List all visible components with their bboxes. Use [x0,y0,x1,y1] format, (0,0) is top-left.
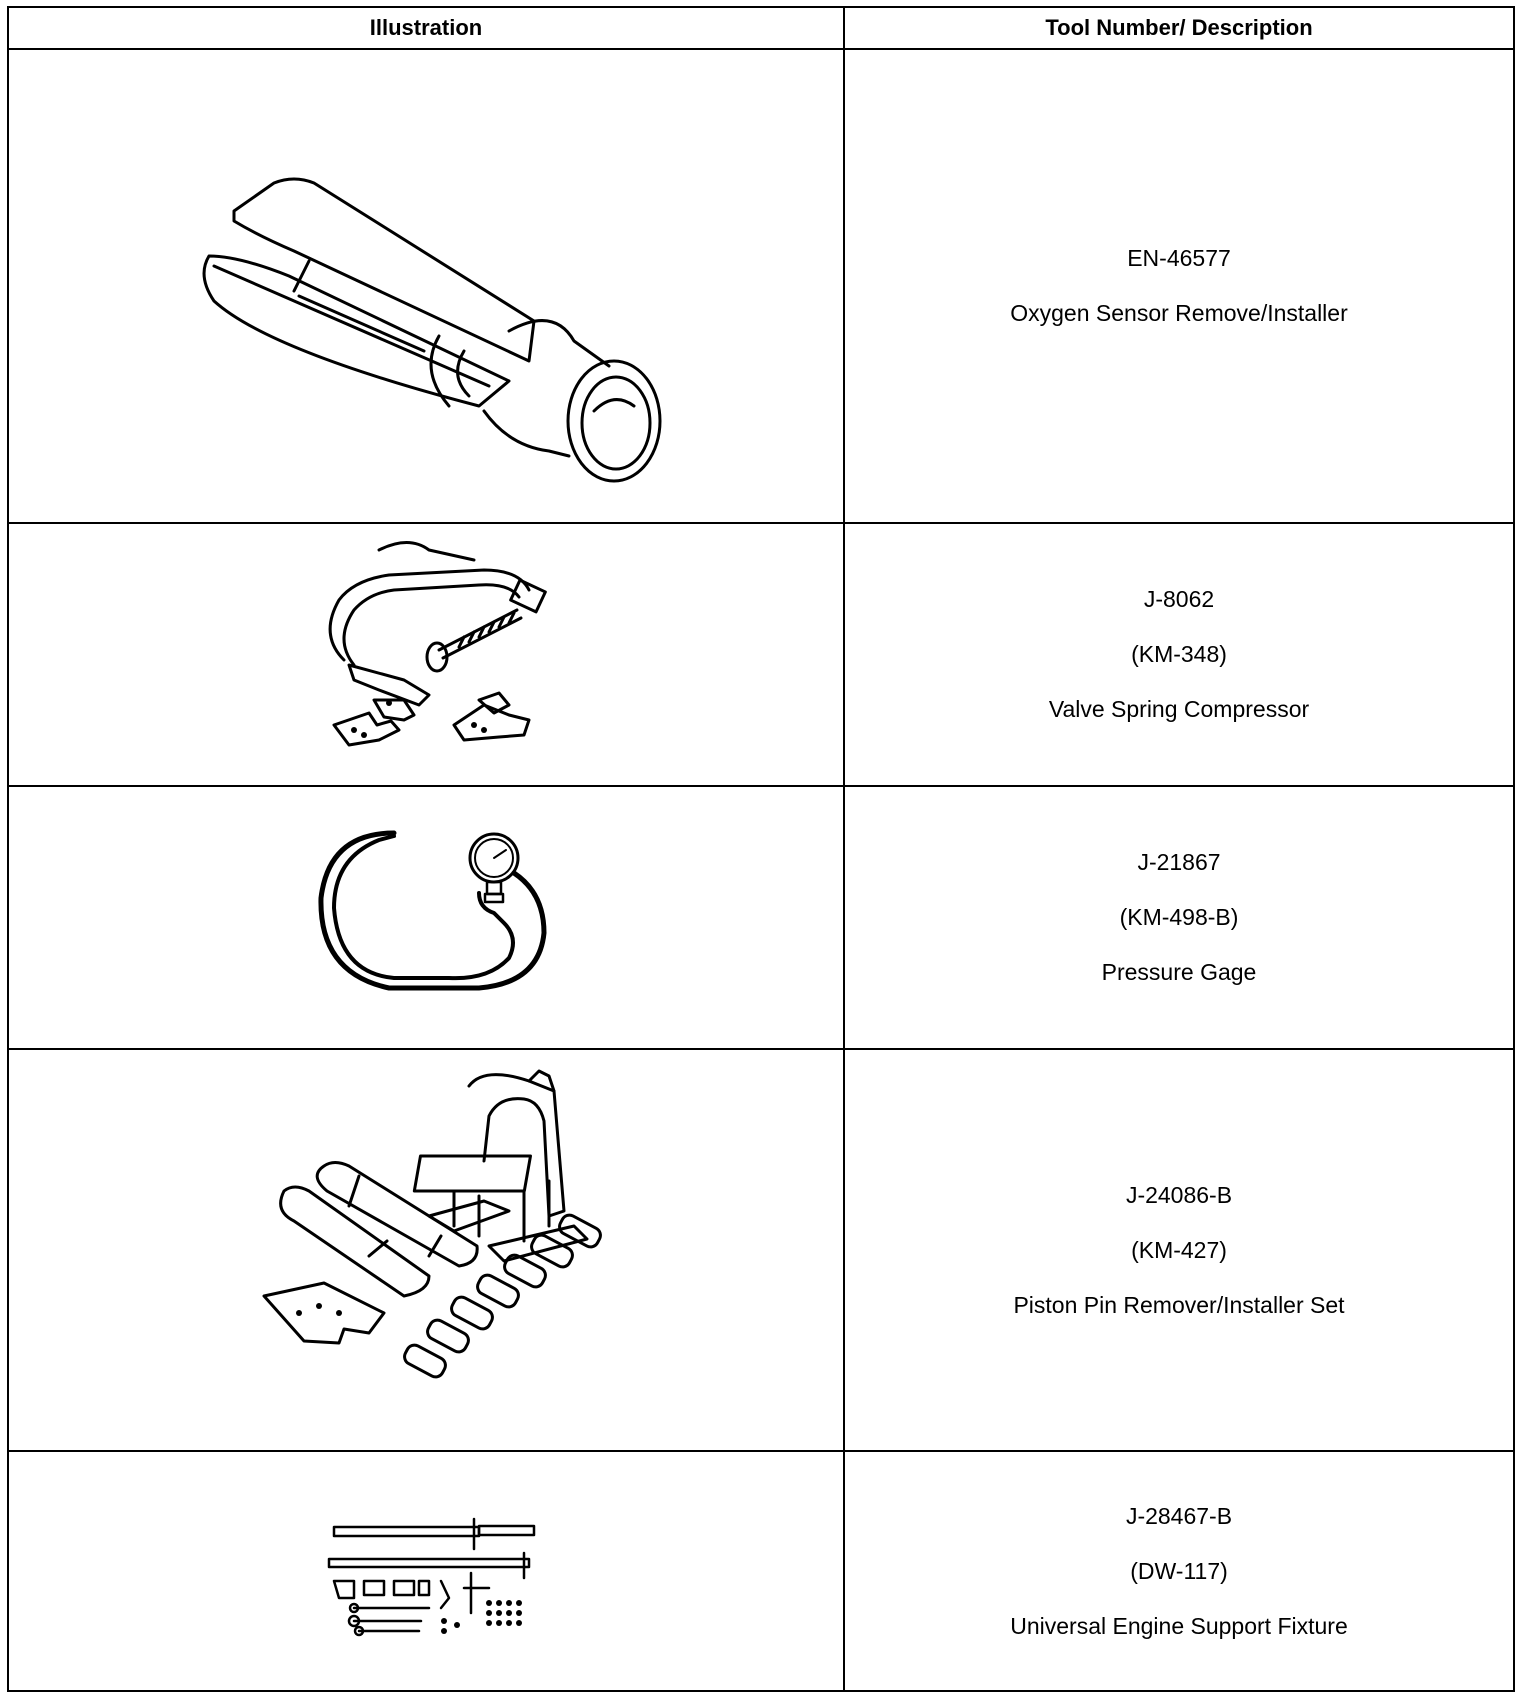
table-header-row [8,7,1514,49]
pressure-gage-icon [9,788,845,1047]
table-row [8,1451,1514,1691]
description-cell [844,523,1514,786]
tool-description: Piston Pin Remover/Installer Set [1013,1291,1345,1318]
valve-spring-compressor-icon [9,525,845,784]
tool-number: J-21867 [1137,849,1221,875]
tool-description: Pressure Gage [1101,959,1257,985]
oxygen-sensor-socket-icon [9,51,845,521]
table-row [8,49,1514,523]
illustration-cell [8,1451,844,1691]
illustration-cell [8,49,844,523]
special-tools-table [7,6,1515,1692]
tool-description: Oxygen Sensor Remove/Installer [1010,300,1348,326]
table-row [8,1049,1514,1451]
tool-number: J-24086-B [1125,1181,1233,1208]
description-cell [844,1451,1514,1691]
tool-alt-number: (KM-348) [1131,641,1227,667]
engine-support-fixture-icon [9,1453,845,1689]
description-cell [844,786,1514,1049]
tool-alt-number: (KM-427) [1131,1236,1227,1263]
tool-alt-number: (DW-117) [1130,1557,1228,1584]
table-row [8,786,1514,1049]
description-cell [844,49,1514,523]
tool-alt-number: (KM-498-B) [1119,904,1239,930]
illustration-cell [8,1049,844,1451]
tool-number: J-28467-B [1125,1502,1233,1529]
table-row [8,523,1514,786]
illustration-cell [8,523,844,786]
tool-number: EN-46577 [1127,245,1231,271]
piston-pin-set-icon [9,1051,845,1449]
illustration-column-header: Illustration [8,7,844,49]
description-cell [844,1049,1514,1451]
tool-number: J-8062 [1143,586,1215,612]
tool-description: Valve Spring Compressor [1048,696,1310,722]
tool-description: Universal Engine Support Fixture [1010,1612,1348,1639]
illustration-cell [8,786,844,1049]
description-column-header: Tool Number/ Description [844,7,1514,49]
